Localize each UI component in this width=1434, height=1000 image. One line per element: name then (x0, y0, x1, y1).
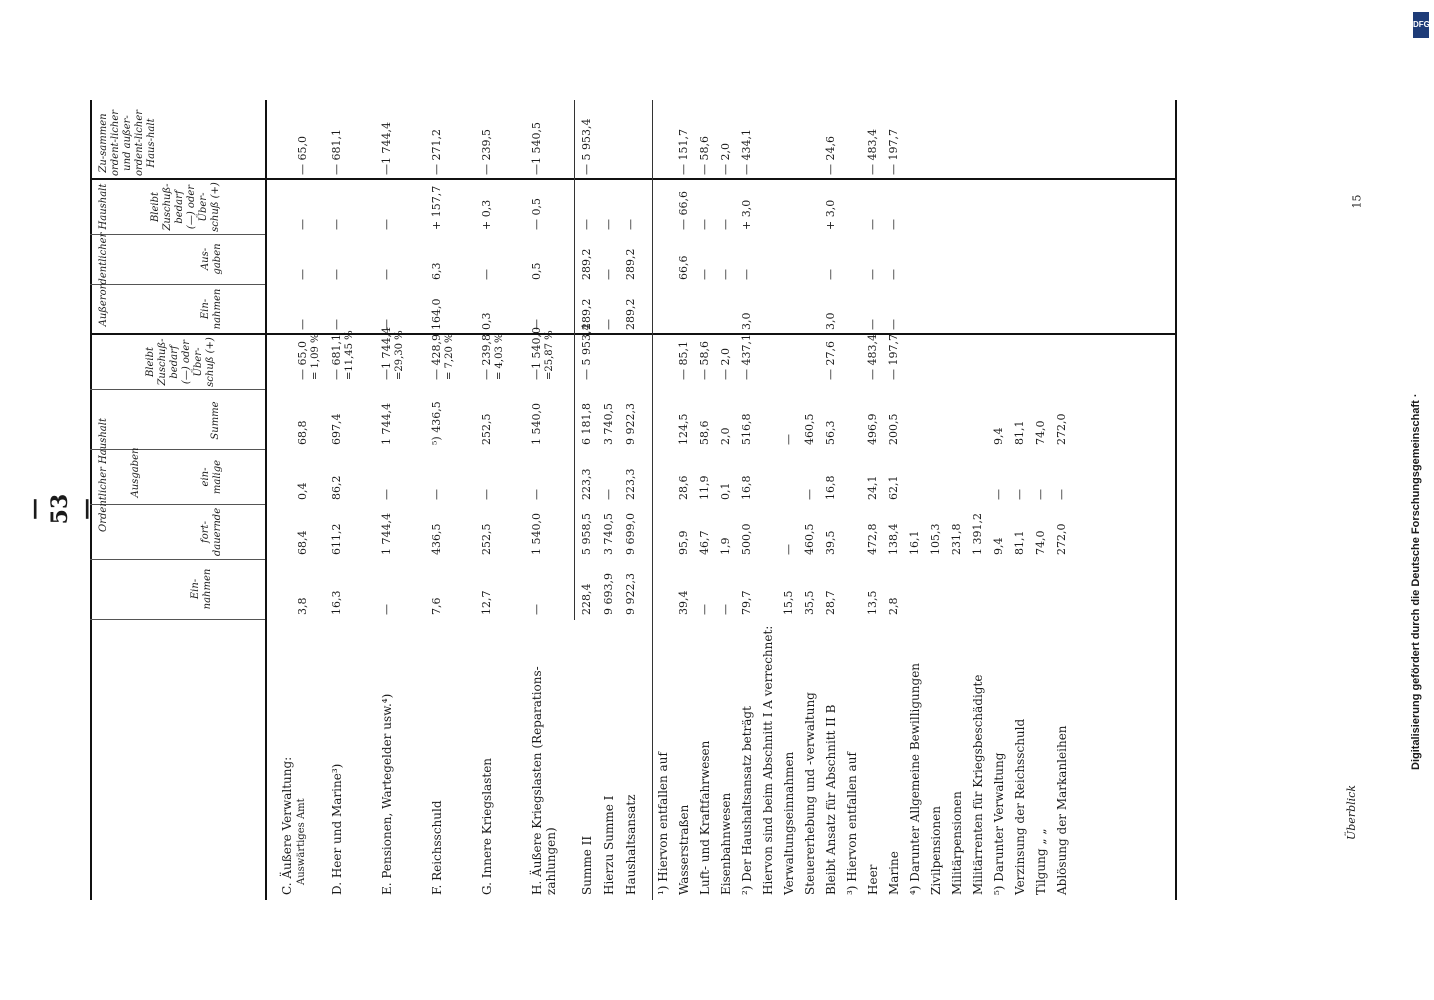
row-zus: — 65,0 (296, 136, 309, 175)
row-label: D. Heer und Marine³) (330, 763, 344, 895)
row-label: F. Reichsschuld (430, 800, 444, 895)
row-ao-aus: — (480, 269, 493, 280)
sum-row-label: Hierzu Summe I (602, 795, 616, 895)
row-fort: 252,5 (480, 523, 493, 555)
funding-note-text: Digitalisierung gefördert durch die Deutsche Forschungsgemeinschaft · (1410, 393, 1422, 770)
note-row-label: Hiervon sind beim Abschnitt I A verrechnet: (761, 625, 775, 895)
note-row-ao-aus: — (887, 269, 900, 280)
row-einm: — (480, 489, 493, 500)
note-row-fort: 105,3 (929, 523, 942, 555)
sum-row-einm: 223,3 (624, 468, 637, 500)
header-ao-bleibt: Bleibt Zuschuß-bedarf (—) oder Über-schuß (+) (150, 182, 221, 232)
note-row-label: Tilgung „ „ (1034, 828, 1048, 895)
column-rule (90, 449, 265, 450)
row-summe: 1 540,0 (530, 403, 543, 445)
row-percent: = 7,20 % (444, 333, 455, 380)
sum-row-summe: 9 922,3 (624, 403, 637, 445)
note-row-summe: 56,3 (824, 420, 837, 445)
column-rule (90, 619, 265, 620)
row-ao-aus: 6,3 (430, 262, 443, 280)
note-row-fort: 1 391,2 (971, 513, 984, 555)
note-row-label: Heer (866, 864, 880, 895)
note-row-ao-aus: 66,6 (677, 255, 690, 280)
row-label: E. Pensionen, Wartegelder usw.⁴) (380, 693, 394, 895)
header-fortdauernde: fort-dauernde (200, 507, 223, 557)
row-ao-bleibt: — (380, 219, 393, 230)
row-bleibt: — 239,8 (480, 334, 493, 380)
note-row-ao-aus: — (698, 269, 711, 280)
row-summe: 697,4 (330, 413, 343, 445)
note-row-zus: — 434,1 (740, 129, 753, 175)
sum-row-ao-ein: — (602, 319, 615, 330)
note-row-ein: 15,5 (782, 590, 795, 615)
row-ao-bleibt: + 0,3 (480, 199, 493, 230)
sum-row-ao-bleibt: — (602, 219, 615, 230)
note-row-einm: 16,8 (824, 475, 837, 500)
row-ao-bleibt: — 0,5 (530, 198, 543, 230)
row-zus: — 239,5 (480, 129, 493, 175)
row-bleibt: —1 744,4 (380, 327, 393, 380)
header-bleibt: Bleibt Zuschuß-bedarf (—) oder Über-schuß (+) (145, 337, 216, 387)
sum-row-label: Haushaltsansatz (624, 794, 638, 895)
note-row-zus: — 2,0 (719, 143, 732, 175)
column-rule (90, 389, 265, 390)
block-rule (90, 178, 1175, 180)
note-row-bleibt: — 58,6 (698, 341, 711, 380)
note-row-ao-ein: — (887, 319, 900, 330)
note-row-bleibt: — 2,0 (719, 348, 732, 380)
header-ao-einnahmen: Ein-nahmen (200, 288, 223, 330)
sum-row-einm: 223,3 (580, 468, 593, 500)
header-zusammen: Zu-sammen ordent-licher und außer-ordent-licher Haus-halt (98, 109, 157, 177)
note-row-fort: 39,5 (824, 530, 837, 555)
row-fort: 1 744,4 (380, 513, 393, 555)
note-row-ein: 2,8 (887, 597, 900, 615)
row-ein: 3,8 (296, 597, 309, 615)
funding-note (1398, 10, 1422, 990)
note-row-zus: — 24,6 (824, 136, 837, 175)
note-row-ao-ein: 3,0 (740, 312, 753, 330)
note-row-fort: 74,0 (1034, 530, 1047, 555)
sum-row-fort: 3 740,5 (602, 513, 615, 555)
row-bleibt: — 65,0 (296, 341, 309, 380)
header-ordentlicher: Ordentlicher Haushalt (98, 418, 109, 532)
note-row-ao-bleibt: — (698, 219, 711, 230)
note-row-label: ⁴) Darunter Allgemeine Bewilligungen (908, 662, 922, 895)
note-row-ao-bleibt: + 3,0 (824, 199, 837, 230)
row-zus: —1 744,4 (380, 122, 393, 175)
note-row-ein: 28,7 (824, 590, 837, 615)
note-row-summe: 516,8 (740, 413, 753, 445)
note-row-ao-aus: — (824, 269, 837, 280)
note-row-fort: 460,5 (803, 523, 816, 555)
note-row-summe: 58,6 (698, 420, 711, 445)
row-ao-bleibt: — (330, 219, 343, 230)
note-row-summe: 2,0 (719, 427, 732, 445)
note-row-label: Steuererhebung und -verwaltung (803, 692, 817, 895)
header-ausgaben: Ausgaben (130, 447, 141, 498)
note-row-label: Verwaltungseinnahmen (782, 751, 796, 895)
header-summe: Summe (210, 401, 221, 440)
header-ausserordentlicher: Außerordentlicher Haushalt (98, 183, 109, 327)
note-row-einm: 62,1 (887, 475, 900, 500)
note-row-ein: 13,5 (866, 590, 879, 615)
footer-number: 15 (1350, 194, 1364, 209)
note-row-summe: 81,1 (1013, 420, 1026, 445)
note-row-ein: — (698, 604, 711, 615)
block-rule (90, 333, 1175, 335)
note-row-summe: 496,9 (866, 413, 879, 445)
row-summe: 252,5 (480, 413, 493, 445)
row-ao-ein: — (380, 319, 393, 330)
note-row-label: Zivilpensionen (929, 806, 943, 895)
note-row-ao-bleibt: — (887, 219, 900, 230)
note-row-bleibt: — 85,1 (677, 341, 690, 380)
row-summe: ⁵) 436,5 (430, 401, 443, 445)
note-row-summe: 9,4 (992, 427, 1005, 445)
note-row-ao-bleibt: — (719, 219, 732, 230)
sum-rule (574, 100, 575, 620)
row-einm: — (380, 489, 393, 500)
note-row-ao-bleibt: + 3,0 (740, 199, 753, 230)
row-summe: 1 744,4 (380, 403, 393, 445)
note-row-fort: — (782, 544, 795, 555)
column-rule (90, 504, 265, 505)
note-row-ein: 39,4 (677, 590, 690, 615)
note-row-label: Wasserstraßen (677, 804, 691, 895)
header-einnahmen: Ein-nahmen (190, 568, 213, 610)
note-row-zus: — 483,4 (866, 129, 879, 175)
dfg-logo: DFG (1413, 12, 1429, 38)
note-row-label: ²) Der Haushaltsansatz beträgt (740, 706, 754, 895)
note-row-zus: — 58,6 (698, 136, 711, 175)
row-ein: — (530, 604, 543, 615)
sum-row-ein: 9 922,3 (624, 573, 637, 615)
note-row-ein: — (719, 604, 732, 615)
row-ao-ein: — (330, 319, 343, 330)
note-row-ao-aus: — (719, 269, 732, 280)
row-ao-aus: — (330, 269, 343, 280)
row-bleibt: —1 540,0 (530, 327, 543, 380)
row-sublabel: Auswärtiges Amt (296, 798, 307, 885)
note-row-fort: 272,0 (1055, 523, 1068, 555)
column-rule (90, 559, 265, 560)
header-einmalige: ein-malige (200, 459, 223, 495)
sum-row-ao-aus: 289,2 (580, 248, 593, 280)
table-rule (265, 100, 267, 900)
note-row-summe: 460,5 (803, 413, 816, 445)
note-row-einm: — (1013, 489, 1026, 500)
row-label: H. Äußere Kriegslasten (Reparations-zahlungen) (530, 666, 558, 895)
note-row-ein: 79,7 (740, 590, 753, 615)
sum-row-ao-bleibt: — (580, 219, 593, 230)
sum-row-ao-aus: 289,2 (624, 248, 637, 280)
note-row-einm: — (803, 489, 816, 500)
sum-row-zus: — 5 953,4 (580, 118, 593, 175)
note-row-label: Ablösung der Markanleihen (1055, 725, 1069, 895)
footer-label: Überblick (1345, 785, 1358, 840)
sum-row-einm: — (602, 489, 615, 500)
page-number: — 53 — (21, 493, 99, 525)
header-ao-ausgaben: Aus-gaben (200, 243, 223, 275)
row-ao-aus: — (296, 269, 309, 280)
note-row-fort: 231,8 (950, 523, 963, 555)
row-zus: — 271,2 (430, 129, 443, 175)
notes-rule (652, 100, 653, 900)
table-rule (90, 100, 92, 900)
row-ein: — (380, 604, 393, 615)
sum-row-bleibt: — 5 953,4 (580, 323, 593, 380)
note-row-label: Militärpensionen (950, 791, 964, 895)
note-row-fort: 472,8 (866, 523, 879, 555)
note-row-ao-bleibt: — 66,6 (677, 191, 690, 230)
sum-row-ein: 9 693,9 (602, 573, 615, 615)
table-rule (1175, 100, 1177, 900)
note-row-ao-ein: — (866, 319, 879, 330)
note-row-fort: 95,9 (677, 530, 690, 555)
sum-row-ao-bleibt: — (624, 219, 637, 230)
row-percent: =29,30 % (394, 330, 405, 380)
note-row-einm: 16,8 (740, 475, 753, 500)
note-row-label: ⁵) Darunter Verwaltung (992, 752, 1006, 895)
note-row-fort: 9,4 (992, 537, 1005, 555)
note-row-fort: 81,1 (1013, 530, 1026, 555)
row-ao-ein: — (296, 319, 309, 330)
row-summe: 68,8 (296, 420, 309, 445)
row-zus: —1 540,5 (530, 122, 543, 175)
note-row-ein: 35,5 (803, 590, 816, 615)
note-row-bleibt: — 27,6 (824, 341, 837, 380)
budget-table (90, 100, 1180, 900)
note-row-fort: 46,7 (698, 530, 711, 555)
row-percent: =11,45 % (344, 330, 355, 380)
row-ao-bleibt: + 157,7 (430, 185, 443, 230)
sum-row-summe: 6 181,8 (580, 403, 593, 445)
sum-row-summe: 3 740,5 (602, 403, 615, 445)
note-row-bleibt: — 197,7 (887, 334, 900, 380)
row-percent: =25,87 % (544, 330, 555, 380)
note-row-zus: — 197,7 (887, 129, 900, 175)
row-einm: 86,2 (330, 475, 343, 500)
sum-row-fort: 5 958,5 (580, 513, 593, 555)
note-row-fort: 500,0 (740, 523, 753, 555)
note-row-ao-aus: — (740, 269, 753, 280)
row-einm: — (430, 489, 443, 500)
row-ao-aus: 0,5 (530, 262, 543, 280)
note-row-bleibt: — 437,1 (740, 334, 753, 380)
note-row-bleibt: — 483,4 (866, 334, 879, 380)
row-fort: 68,4 (296, 530, 309, 555)
note-row-summe: 200,5 (887, 413, 900, 445)
row-ao-aus: — (380, 269, 393, 280)
row-fort: 611,2 (330, 523, 343, 555)
note-row-label: ¹) Hiervon entfallen auf (656, 752, 670, 895)
row-label: G. Innere Kriegslasten (480, 757, 494, 895)
sum-row-ao-ein: 289,2 (624, 298, 637, 330)
note-row-einm: 24,1 (866, 475, 879, 500)
row-ao-bleibt: — (296, 219, 309, 230)
note-row-einm: 11,9 (698, 475, 711, 500)
sum-row-ao-ein: 289,2 (580, 298, 593, 330)
note-row-label: ³) Hiervon entfallen auf (845, 752, 859, 895)
row-label: C. Äußere Verwaltung: (280, 756, 294, 895)
note-row-summe: — (782, 434, 795, 445)
row-percent: = 4,03 % (494, 333, 505, 380)
row-ein: 12,7 (480, 590, 493, 615)
row-zus: — 681,1 (330, 129, 343, 175)
column-rule (90, 234, 265, 235)
note-row-fort: 16,1 (908, 530, 921, 555)
note-row-zus: — 151,7 (677, 129, 690, 175)
note-row-ao-ein: 3,0 (824, 312, 837, 330)
note-row-label: Marine (887, 851, 901, 895)
row-fort: 1 540,0 (530, 513, 543, 555)
note-row-label: Luft- und Kraftfahrwesen (698, 740, 712, 895)
row-bleibt: — 681,1 (330, 334, 343, 380)
note-row-summe: 272,0 (1055, 413, 1068, 445)
note-row-ao-bleibt: — (866, 219, 879, 230)
note-row-label: Bleibt Ansatz für Abschnitt II B (824, 704, 838, 895)
row-bleibt: — 428,9 (430, 334, 443, 380)
note-row-einm: — (1055, 489, 1068, 500)
row-ao-ein: 0,3 (480, 312, 493, 330)
sum-row-ein: 228,4 (580, 583, 593, 615)
row-einm: — (530, 489, 543, 500)
note-row-label: Militärrenten für Kriegsbeschädigte (971, 674, 985, 895)
note-row-fort: 1,9 (719, 537, 732, 555)
sum-row-ao-aus: — (602, 269, 615, 280)
note-row-label: Verzinsung der Reichsschuld (1013, 718, 1027, 895)
sum-row-fort: 9 699,0 (624, 513, 637, 555)
note-row-einm: 0,1 (719, 482, 732, 500)
row-percent: = 1,09 % (310, 333, 321, 380)
note-row-einm: — (992, 489, 1005, 500)
column-rule (90, 284, 265, 285)
row-fort: 436,5 (430, 523, 443, 555)
note-row-einm: — (1034, 489, 1047, 500)
note-row-einm: 28,6 (677, 475, 690, 500)
sum-row-label: Summe II (580, 835, 594, 895)
note-row-label: Eisenbahnwesen (719, 792, 733, 895)
note-row-summe: 124,5 (677, 413, 690, 445)
note-row-ao-aus: — (866, 269, 879, 280)
row-ein: 7,6 (430, 597, 443, 615)
row-einm: 0,4 (296, 482, 309, 500)
note-row-summe: 74,0 (1034, 420, 1047, 445)
row-ao-ein: 164,0 (430, 298, 443, 330)
row-ao-ein: — (530, 319, 543, 330)
note-row-fort: 138,4 (887, 523, 900, 555)
row-ein: 16,3 (330, 590, 343, 615)
